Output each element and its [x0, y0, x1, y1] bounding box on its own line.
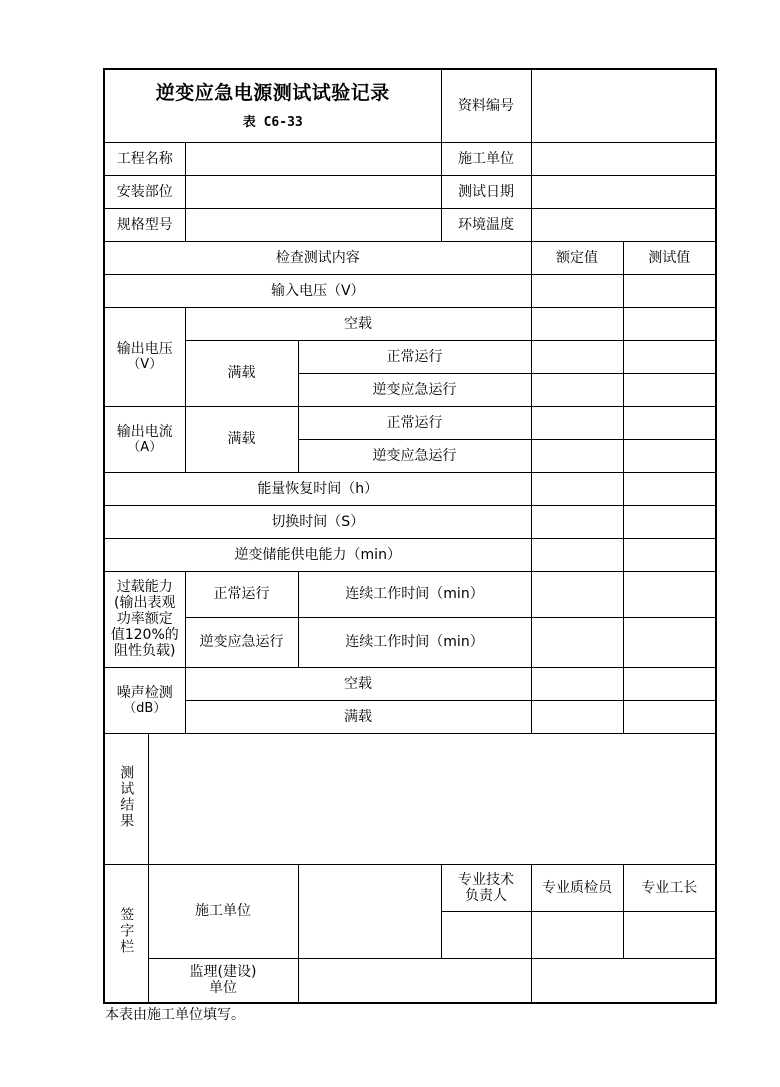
footer-note: 本表由施工单位填写。: [105, 1007, 245, 1023]
project-name-label: 工程名称: [104, 142, 185, 175]
project-name-field[interactable]: [185, 142, 441, 175]
doc-no-field[interactable]: [531, 69, 716, 142]
test-date-label: 测试日期: [441, 175, 531, 208]
foreman-label: 专业工长: [623, 864, 716, 911]
storage-supply-measured[interactable]: [623, 538, 716, 571]
tech-lead-label: [441, 864, 531, 911]
overload-line-1: 过载能力: [116, 579, 173, 595]
tech-lead-line-2: 负责人: [465, 887, 508, 904]
overload-line-4: 值120%的: [110, 627, 179, 643]
overload-line-3: 功率额定: [116, 611, 173, 627]
output-voltage-no-load-rated[interactable]: [531, 307, 623, 340]
noise-full-load-label: 满载: [185, 700, 531, 733]
output-current-emergency-label: 逆变应急运行: [298, 439, 531, 472]
energy-recovery-measured[interactable]: [623, 472, 716, 505]
doc-no-label: 资料编号: [441, 69, 531, 142]
test-result-field[interactable]: [148, 733, 716, 864]
noise-full-load-rated[interactable]: [531, 700, 623, 733]
signature-text: 签字栏: [118, 907, 135, 956]
signature-label: [104, 864, 148, 1003]
energy-recovery-rated[interactable]: [531, 472, 623, 505]
noise-unit: （dB）: [123, 700, 167, 716]
rated-column-header: 额定值: [531, 241, 623, 274]
output-voltage-no-load-measured[interactable]: [623, 307, 716, 340]
tech-lead-line-1: 专业技术: [458, 871, 515, 888]
overload-emergency-label: 逆变应急运行: [185, 617, 298, 667]
overload-normal-rated[interactable]: [531, 571, 623, 617]
noise-no-load-rated[interactable]: [531, 667, 623, 700]
output-current-text: 输出电流: [116, 423, 173, 440]
output-current-normal-label: 正常运行: [298, 406, 531, 439]
form-code: 表 C6-33: [242, 114, 303, 130]
supervisor-field[interactable]: [298, 958, 531, 1003]
noise-no-load-measured[interactable]: [623, 667, 716, 700]
noise-text: 噪声检测: [116, 684, 173, 701]
test-date-field[interactable]: [531, 175, 716, 208]
output-voltage-full-load-label: 满载: [185, 340, 298, 406]
output-current-normal-measured[interactable]: [623, 406, 716, 439]
signature-contractor-field[interactable]: [298, 864, 441, 958]
install-location-field[interactable]: [185, 175, 441, 208]
overload-line-5: 阻性负载): [114, 643, 176, 659]
noise-no-load-label: 空载: [185, 667, 531, 700]
test-result-label: [104, 733, 148, 864]
ambient-temp-field[interactable]: [531, 208, 716, 241]
output-current-full-load-label: 满载: [185, 406, 298, 472]
test-record-form: [103, 68, 717, 1004]
noise-label: [104, 667, 185, 733]
output-current-emergency-measured[interactable]: [623, 439, 716, 472]
output-voltage-normal-label: 正常运行: [298, 340, 531, 373]
overload-line-2: (输出表观: [114, 595, 176, 611]
output-current-label: [104, 406, 185, 472]
storage-supply-label: 逆变储能供电能力（min）: [104, 538, 531, 571]
record-sheet: [103, 68, 717, 1004]
input-voltage-measured[interactable]: [623, 274, 716, 307]
supervisor-label: [148, 958, 298, 1003]
signature-contractor-label: 施工单位: [148, 864, 298, 958]
output-current-unit: （A）: [127, 439, 163, 455]
ambient-temp-label: 环境温度: [441, 208, 531, 241]
overload-emergency-rated[interactable]: [531, 617, 623, 667]
quality-inspector-signature-field[interactable]: [531, 911, 623, 958]
output-voltage-emergency-rated[interactable]: [531, 373, 623, 406]
supervisor-line-2: 单位: [209, 980, 237, 997]
foreman-signature-field[interactable]: [623, 911, 716, 958]
output-voltage-normal-measured[interactable]: [623, 340, 716, 373]
contractor-field[interactable]: [531, 142, 716, 175]
overload-normal-label: 正常运行: [185, 571, 298, 617]
model-field[interactable]: [185, 208, 441, 241]
input-voltage-label: 输入电压（V）: [104, 274, 531, 307]
overload-normal-work-time-label: 连续工作时间（min）: [298, 571, 531, 617]
install-location-label: 安装部位: [104, 175, 185, 208]
noise-full-load-measured[interactable]: [623, 700, 716, 733]
test-result-text: 测试结果: [118, 764, 135, 829]
output-voltage-label: [104, 307, 185, 406]
measured-column-header: 测试值: [623, 241, 716, 274]
page-title: 逆变应急电源测试试验记录: [155, 81, 390, 104]
output-current-emergency-rated[interactable]: [531, 439, 623, 472]
output-voltage-emergency-label: 逆变应急运行: [298, 373, 531, 406]
overload-emergency-work-time-label: 连续工作时间（min）: [298, 617, 531, 667]
tech-lead-signature-field[interactable]: [441, 911, 531, 958]
output-voltage-text: 输出电压: [116, 341, 173, 357]
output-voltage-no-load-label: 空载: [185, 307, 531, 340]
model-label: 规格型号: [104, 208, 185, 241]
title-block: [104, 69, 441, 142]
supervisor-extra-field[interactable]: [531, 958, 716, 1003]
overload-emergency-measured[interactable]: [623, 617, 716, 667]
overload-label: [104, 571, 185, 667]
output-voltage-emergency-measured[interactable]: [623, 373, 716, 406]
energy-recovery-label: 能量恢复时间（h）: [104, 472, 531, 505]
output-current-normal-rated[interactable]: [531, 406, 623, 439]
output-voltage-unit: （V）: [127, 357, 163, 372]
quality-inspector-label: 专业质检员: [531, 864, 623, 911]
storage-supply-rated[interactable]: [531, 538, 623, 571]
switch-time-rated[interactable]: [531, 505, 623, 538]
contractor-label: 施工单位: [441, 142, 531, 175]
input-voltage-rated[interactable]: [531, 274, 623, 307]
content-column-header: 检查测试内容: [104, 241, 531, 274]
overload-normal-measured[interactable]: [623, 571, 716, 617]
switch-time-label: 切换时间（S）: [104, 505, 531, 538]
supervisor-line-1: 监理(建设): [189, 964, 257, 981]
output-voltage-normal-rated[interactable]: [531, 340, 623, 373]
switch-time-measured[interactable]: [623, 505, 716, 538]
